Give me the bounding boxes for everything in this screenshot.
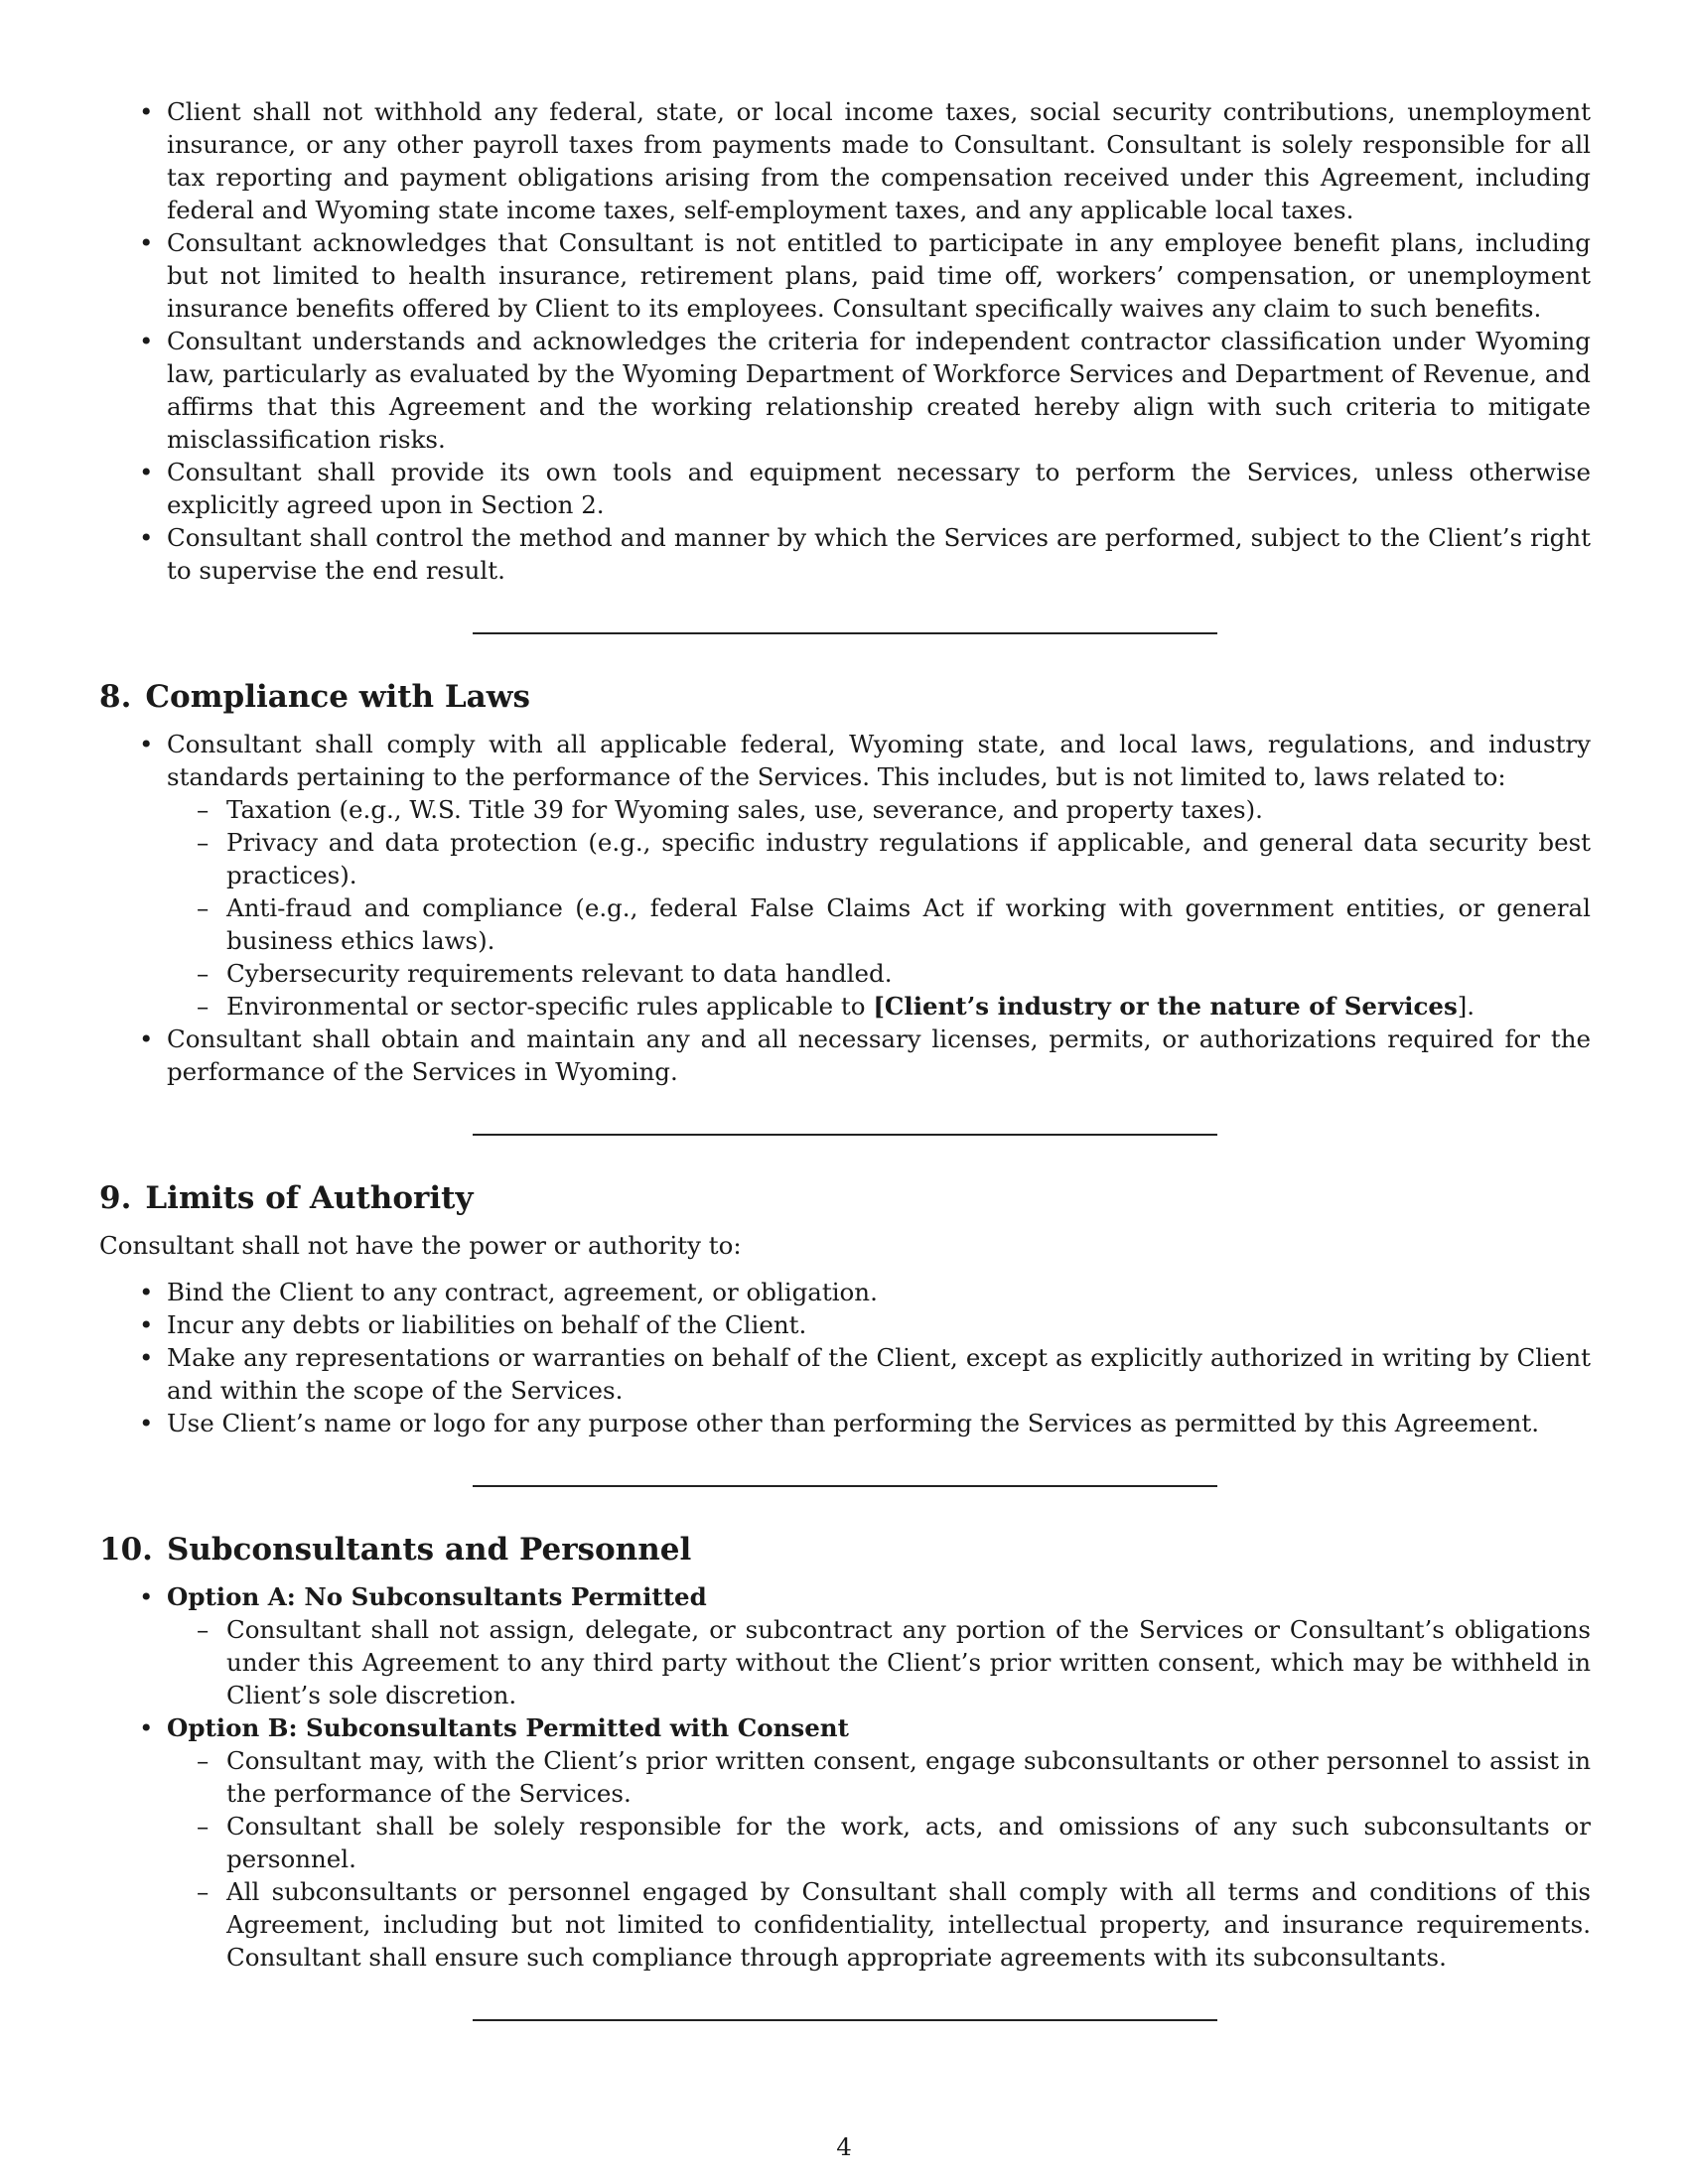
list-item-text: Consultant shall comply with all applicable federal, Wyoming state, and local laws, regulations, and industry standards pertaining to the performance of the Services. This includes, but is not limited to, laws related to: — [167, 730, 1591, 791]
section-heading-10 — [99, 1531, 1591, 1569]
option-b-label: Option B: Subconsultants Permitted with Consent — [167, 1713, 849, 1742]
sub-list-item: – Cybersecurity requirements relevant to data handled. — [226, 957, 1591, 990]
list-item: • Consultant shall control the method and manner by which the Services are performed, subject to the Client’s right to supervise the end result. — [167, 521, 1591, 587]
list-item — [167, 728, 1591, 1023]
section-title: Compliance with Laws — [145, 679, 530, 715]
sub-list-item: – Privacy and data protection (e.g., specific industry regulations if applicable, and general data security best practices). — [226, 826, 1591, 891]
option-a-sub-list — [167, 1613, 1591, 1711]
section-number: 9. — [99, 1180, 132, 1216]
sub-list-item: – Consultant may, with the Client’s prior written consent, engage subconsultants or other personnel to assist in the performance of the Services. — [226, 1744, 1591, 1810]
section-8-bullet-list — [99, 728, 1591, 1088]
list-item: • Use Client’s name or logo for any purpose other than performing the Services as permitted by this Agreement. — [167, 1407, 1591, 1439]
section-divider — [473, 1485, 1217, 1487]
list-item: • Bind the Client to any contract, agreement, or obligation. — [167, 1276, 1591, 1308]
placeholder-text: [Client’s industry or the nature of Services — [873, 992, 1458, 1021]
section-number: 10. — [99, 1532, 153, 1568]
section-divider — [473, 632, 1217, 634]
list-item: • Client shall not withhold any federal, state, or local income taxes, social security contributions, unemployment insurance, or any other payroll taxes from payments made to Consultant. Consultant is solely responsible for all tax reporting and payment obligations arising from the compensation received under this Agreement, including federal and Wyoming state income taxes, self-employment taxes, and any applicable local taxes. — [167, 95, 1591, 226]
sub-item-text: Environmental or sector-specific rules applicable to — [226, 992, 874, 1021]
option-a-label: Option A: No Subconsultants Permitted — [167, 1582, 707, 1611]
section-heading-8 — [99, 678, 1591, 716]
sub-list-item: – Anti-fraud and compliance (e.g., federal False Claims Act if working with government entities, or general business ethics laws). — [226, 891, 1591, 957]
list-item: • Consultant shall obtain and maintain any and all necessary licenses, permits, or authorizations required for the performance of the Services in Wyoming. — [167, 1023, 1591, 1088]
document-page — [99, 95, 1591, 2021]
list-item: • Consultant shall provide its own tools and equipment necessary to perform the Services, unless otherwise explicitly agreed upon in Section 2. — [167, 456, 1591, 521]
list-item: • Make any representations or warranties on behalf of the Client, except as explicitly authorized in writing by Client and within the scope of the Services. — [167, 1341, 1591, 1407]
section-7-bullet-list — [99, 95, 1591, 587]
page-number: 4 — [836, 2132, 852, 2161]
section-intro: Consultant shall not have the power or authority to: — [99, 1231, 742, 1260]
option-b-sub-list — [167, 1744, 1591, 1974]
sub-list-item — [226, 990, 1591, 1023]
sub-list-item: – Consultant shall be solely responsible for the work, acts, and omissions of any such subconsultants or personnel. — [226, 1810, 1591, 1875]
section-title: Subconsultants and Personnel — [166, 1532, 692, 1568]
section-number: 8. — [99, 679, 132, 715]
sub-list-item: – Taxation (e.g., W.S. Title 39 for Wyoming sales, use, severance, and property taxes). — [226, 793, 1591, 826]
section-heading-9 — [99, 1179, 1591, 1217]
sub-list-item: – All subconsultants or personnel engaged by Consultant shall comply with all terms and conditions of this Agreement, including but not limited to confidentiality, intellectual property, and insurance requirements. Consultant shall ensure such compliance through appropriate agreements with its subconsultants. — [226, 1875, 1591, 1974]
list-item — [167, 1580, 1591, 1711]
section-10-bullet-list — [99, 1580, 1591, 1974]
section-title: Limits of Authority — [145, 1180, 474, 1216]
list-item — [167, 1711, 1591, 1974]
section-divider — [473, 2019, 1217, 2021]
list-item: • Consultant understands and acknowledges the criteria for independent contractor classification under Wyoming law, particularly as evaluated by the Wyoming Department of Workforce Services and Department of Revenue, and affirms that this Agreement and the working relationship created hereby align with such criteria to mitigate misclassification risks. — [167, 325, 1591, 456]
section-8-sub-list — [167, 793, 1591, 1023]
section-divider — [473, 1134, 1217, 1136]
list-item: • Consultant acknowledges that Consultant is not entitled to participate in any employee benefit plans, including but not limited to health insurance, retirement plans, paid time off, workers’ compensation, or unemployment insurance benefits offered by Client to its employees. Consultant specifically waives any claim to such benefits. — [167, 226, 1591, 325]
sub-list-item: – Consultant shall not assign, delegate, or subcontract any portion of the Services or Consultant’s obligations under this Agreement to any third party without the Client’s prior written consent, which may be withheld in Client’s sole discretion. — [226, 1613, 1591, 1711]
sub-item-text-end: ]. — [1457, 992, 1476, 1021]
section-9-bullet-list — [99, 1276, 1591, 1439]
list-item: • Incur any debts or liabilities on behalf of the Client. — [167, 1308, 1591, 1341]
